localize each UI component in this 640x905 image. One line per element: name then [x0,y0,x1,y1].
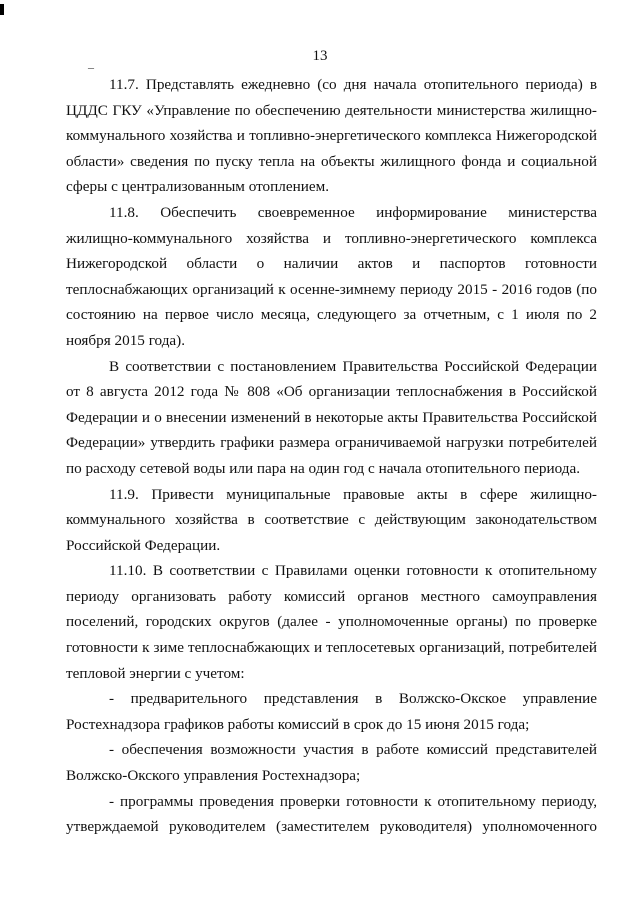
list-item-participation: - обеспечения возможности участия в работе комиссий представителей Волжско-Окского управления Ростехнадзора; [66,741,597,785]
margin-dash-mark: – [88,60,94,74]
paragraph-government-decree: В соответствии с постановлением Правительства Российской Федерации от 8 августа 2012 года № 808 «Об организации теплоснабжения в Российской Федерации и о внесении изменений в некоторые акты Правительства Российской Федерации» утвердить графики размера ограничиваемой нагрузки потребителей по расходу сетевой воды или пара на один год с начала отопительного периода. [66,357,597,477]
scan-edge-mark [0,4,4,15]
paragraph-11-9: 11.9. Привести муниципальные правовые акты в сфере жилищно-коммунального хозяйства в соответствие с действующим законодательством Российской Федерации. [66,485,597,554]
list-item-inspection-program: - программы проведения проверки готовности к отопительному периоду, утверждаемой руководителем (заместителем руководителя) уполномоченного [66,792,597,836]
paragraph-11-10: 11.10. В соответствии с Правилами оценки готовности к отопительному периоду организовать работу комиссий органов местного самоуправления поселений, городских округов (далее - уполномоченные органы) по проверке готовности к зиме теплоснабжающих и теплосетевых организаций, потребителей тепловой энергии с учетом: [66,562,597,682]
paragraph-11-8: 11.8. Обеспечить своевременное информирование министерства жилищно-коммунального хозяйства и топливно-энергетического комплекса Нижегородской области о наличии актов и паспортов готовности теплоснабжающих организаций к осенне-зимнему периоду 2015 - 2016 годов (по состоянию на первое число месяца, следующего за отчетным, с 1 июля по 2 ноября 2015 года). [66,203,597,349]
paragraph-11-7: 11.7. Представлять ежедневно (со дня начала отопительного периода) в ЦДДС ГКУ «Управление по обеспечению деятельности министерства жилищно-коммунального хозяйства и топливно-энергетического комплекса Нижегородской области» сведения по пуску тепла на объекты жилищного фонда и социальной сферы с централизованным отоплением. [66,76,597,196]
list-item-preliminary-submission: - предварительного представления в Волжско-Окское управление Ростехнадзора графиков работы комиссий в срок до 15 июня 2015 года; [66,690,597,733]
document-body [66,72,597,840]
page-number: 13 [312,48,328,64]
